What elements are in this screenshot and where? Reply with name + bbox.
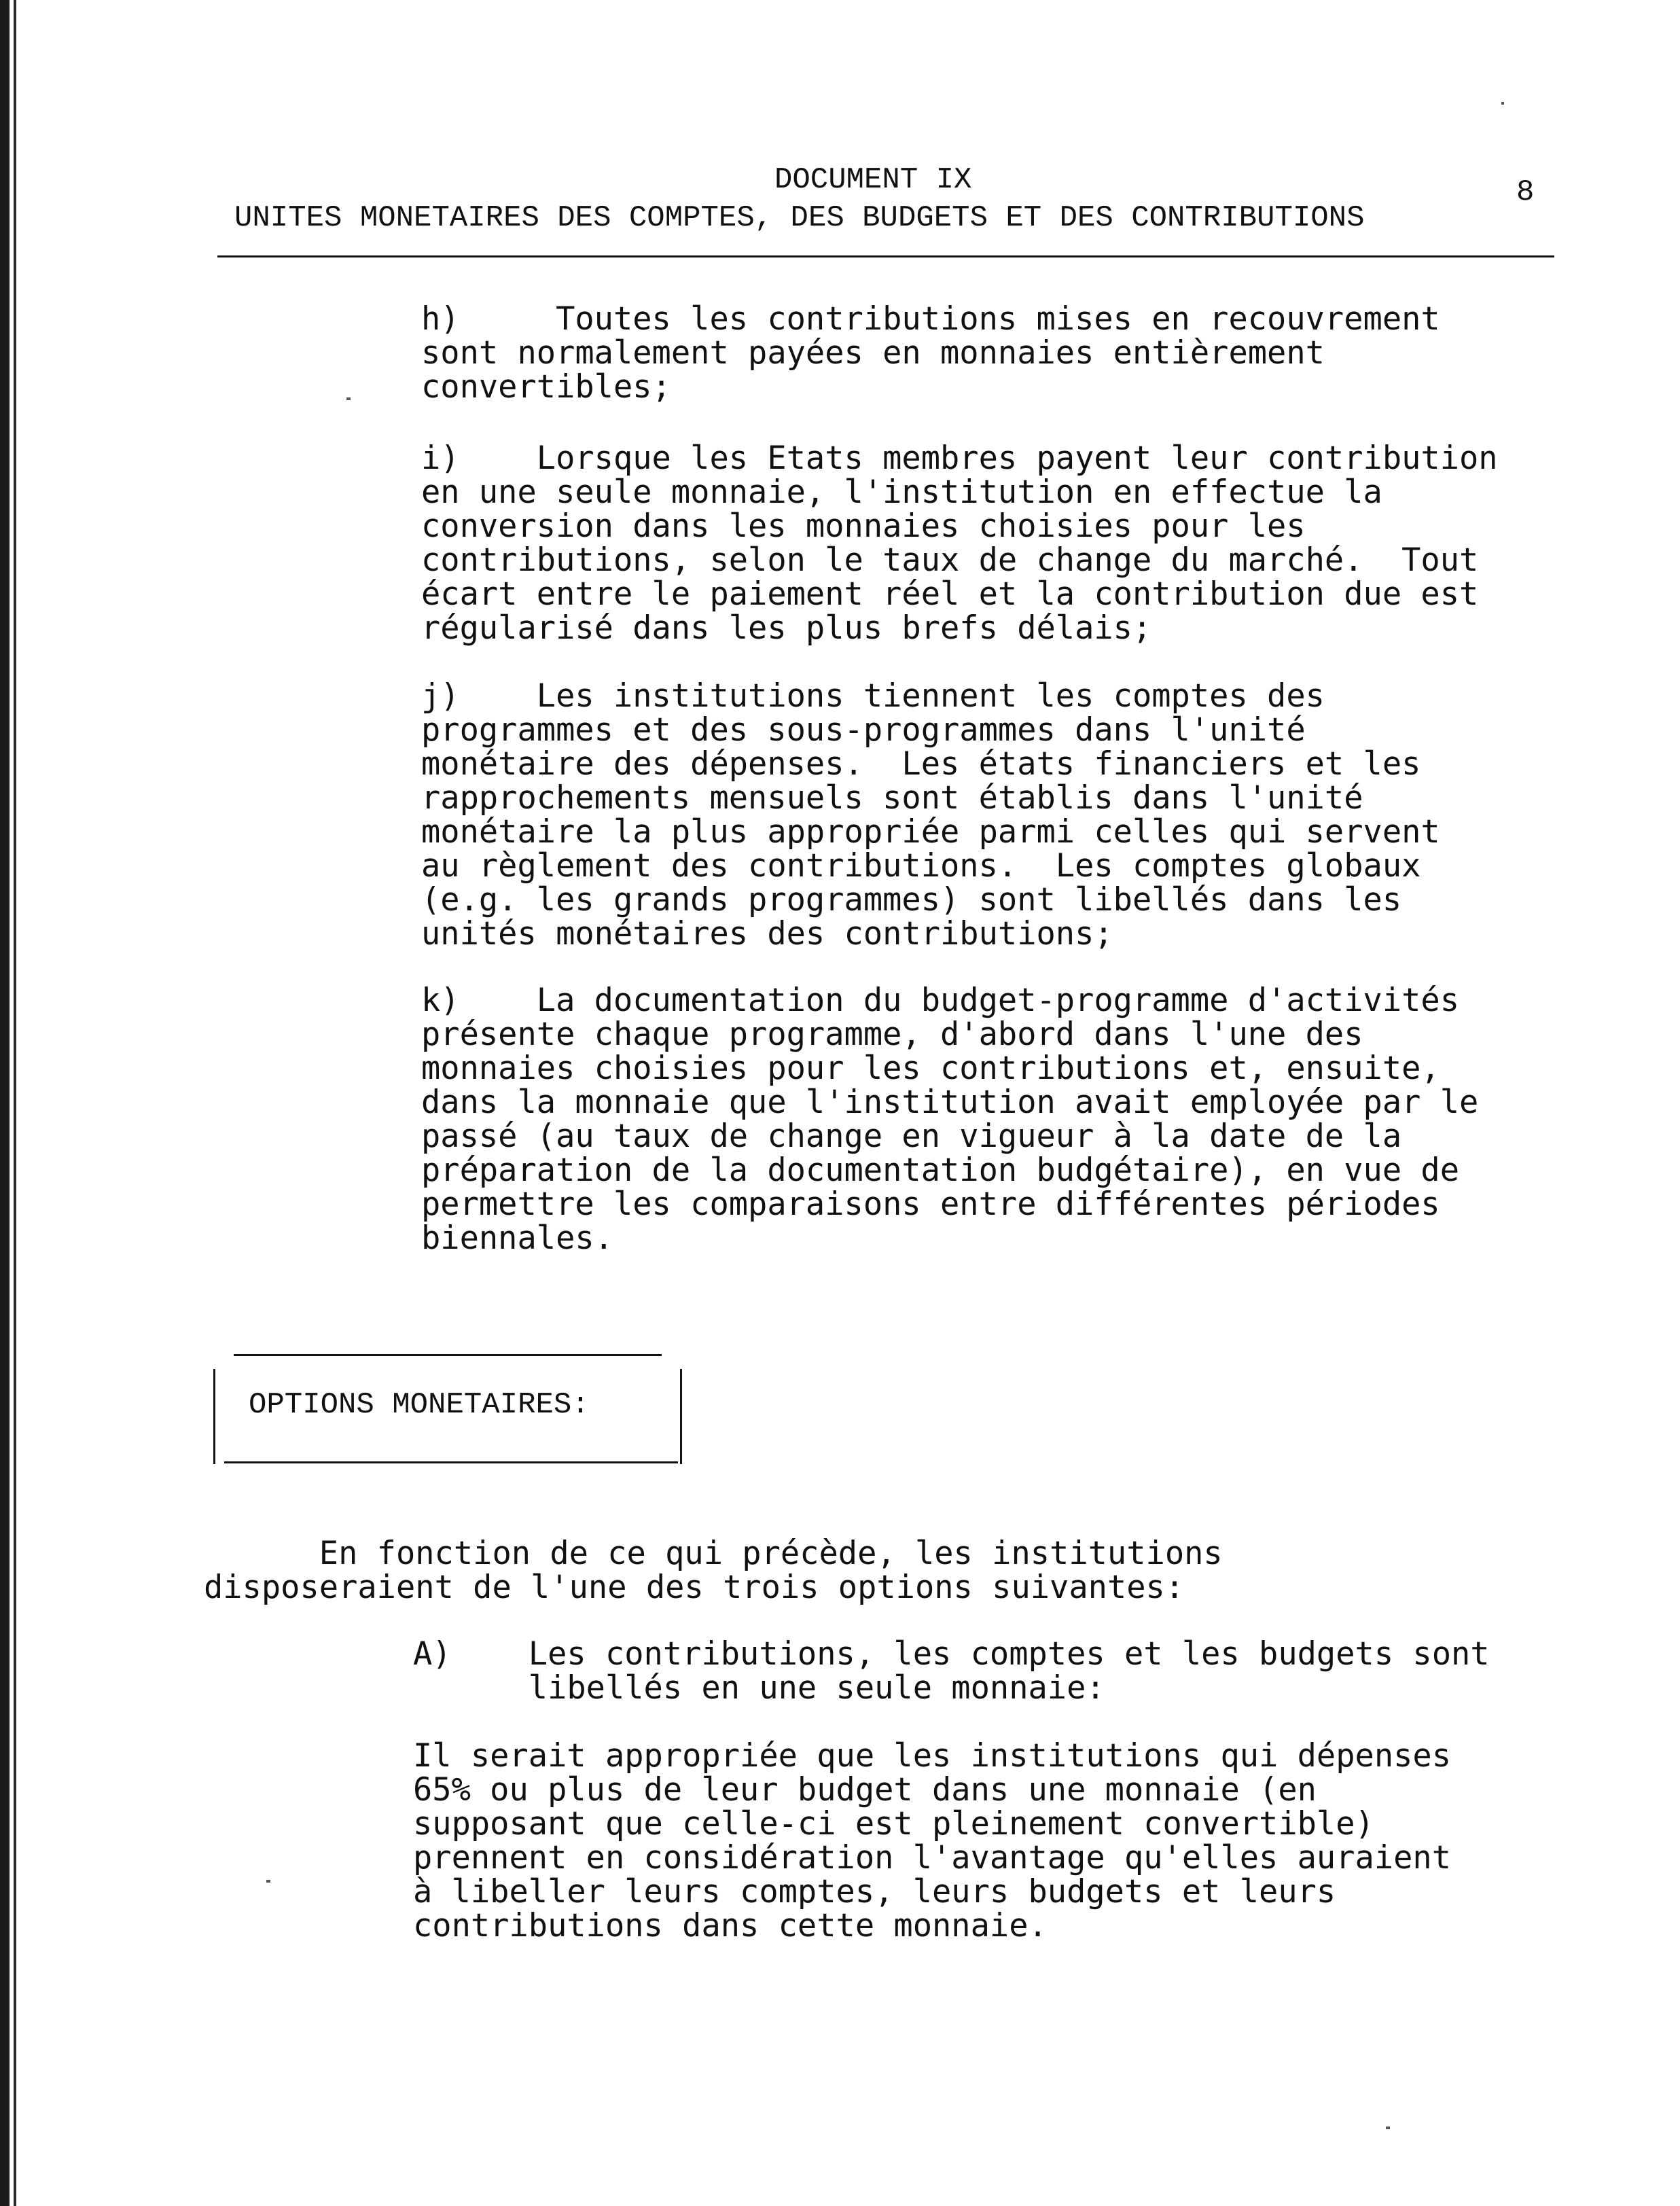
scan-speck — [346, 397, 351, 400]
scan-speck — [1386, 2127, 1390, 2129]
scan-speck — [1501, 102, 1504, 105]
section-heading: OPTIONS MONETAIRES: — [249, 1388, 590, 1422]
intro-paragraph: En fonction de ce qui précède, les institutions disposeraient de l'une des trois options suivantes: — [204, 1535, 1223, 1606]
options-section-box — [213, 1354, 682, 1464]
box-bottom-rule — [224, 1461, 678, 1463]
header-rule — [217, 255, 1554, 257]
option-a: A) Les contributions, les comptes et les budgets sont libellés en une seule monnaie: — [413, 1635, 1490, 1707]
paragraph-h: h) Toutes les contributions mises en recouvrement sont normalement payées en monnaies entièrement convertibles; — [421, 300, 1440, 406]
scan-left-edge-line — [14, 0, 16, 2206]
page-number: 8 — [1516, 175, 1535, 209]
paragraph-j: j) Les institutions tiennent les comptes des programmes et des sous-programmes dans l'unité monétaire des dépenses. Les états financiers et les rapprochements mensuels sont établis dans l'unité monétaire la plus appropriée parmi celles qui servent au règlement des contributions. Les comptes globaux (e.g. les grands programmes) sont libellés dans les unités monétaires des contributions; — [421, 677, 1440, 953]
closing-paragraph: Il serait appropriée que les institutions qui dépenses 65% ou plus de leur budget dans une monnaie (en supposant que celle-ci est pleinement convertible) prennent en considération l'avantage qu'elles auraient à libeller leurs comptes, leurs budgets et leurs contributions dans cette monnaie. — [413, 1737, 1452, 1944]
scan-speck — [266, 1880, 270, 1883]
box-left-rule — [213, 1369, 215, 1464]
document-number: DOCUMENT IX — [774, 163, 972, 197]
paragraph-k: k) La documentation du budget-programme d'activités présente chaque programme, d'abord dans l'une des monnaies choisies pour les contributions et, ensuite, dans la monnaie que l'institution avait employée par le passé (au taux de change en vigueur à la date de la préparation de la documentation budgétaire), en vue de permettre les comparaisons entre différentes périodes biennales. — [421, 982, 1479, 1257]
box-right-rule — [680, 1369, 682, 1464]
scan-left-edge — [0, 0, 10, 2206]
document-title: UNITES MONETAIRES DES COMPTES, DES BUDGETS ET DES CONTRIBUTIONS — [234, 201, 1365, 235]
paragraph-i: i) Lorsque les Etats membres payent leur contribution en une seule monnaie, l'institution en effectue la conversion dans les monnaies choisies pour les contributions, selon le taux de change du marché. Tout écart entre le paiement réel et la contribution due est régularisé dans les plus brefs délais; — [421, 440, 1498, 647]
box-top-rule — [234, 1354, 662, 1356]
